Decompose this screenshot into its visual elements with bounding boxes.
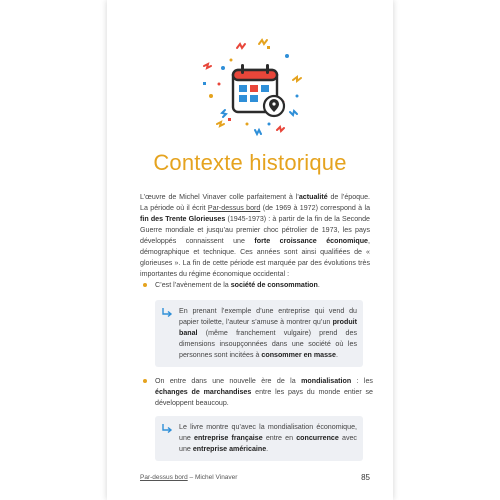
intro-text-3: (de 1969 à 1972) correspond à la <box>260 204 371 212</box>
box2-bold-concurrence: concurrence <box>296 434 339 442</box>
intro-bold-trente-glorieuses: fin des Trente Glorieuses <box>140 215 226 223</box>
calendar-illustration <box>107 0 393 150</box>
bullet1-bold: société de consommation <box>230 281 318 289</box>
box2-bold-entreprise-francaise: entreprise française <box>194 434 263 442</box>
box2-text-1: Le livre montre qu’avec la mondialisation économique, une <box>179 423 357 442</box>
box1-bold-consommer: consommer en masse <box>261 351 336 359</box>
bullet-consommation <box>143 280 373 291</box>
bullet1-text-2: . <box>317 281 320 289</box>
intro-text-2: de l’époque. La période où il écrit <box>140 193 370 212</box>
page-number: 85 <box>361 473 370 482</box>
box2-bold-entreprise-americaine: entreprise américaine <box>192 445 267 453</box>
intro-bold-croissance: forte croissance économique <box>254 237 368 245</box>
box1-bold-produit-banal: produit banal <box>179 318 357 337</box>
intro-paragraph <box>140 192 370 280</box>
box1-text-2: (même franchement vulgaire) prend des dimensions insoupçonnées dans une société où les personnes sont incitées à <box>179 329 357 359</box>
intro-text-5: , démographique et technique. Ces années sont ainsi qualifiées de « glorieuses ». La fin de cette période est marquée par des évolutions très importantes du régime économique occidental : <box>140 237 370 278</box>
bullet-dot <box>143 283 147 287</box>
footer-book-title: Par-dessus bord <box>140 474 188 481</box>
bullet-dot <box>143 379 147 383</box>
example-box-consommation <box>155 300 363 367</box>
footer-separator: – <box>187 474 195 481</box>
bullet-mondialisation <box>143 376 373 409</box>
footer-author: Michel Vinaver <box>194 474 238 481</box>
box1-text-3: . <box>335 351 338 359</box>
book-page <box>107 0 393 500</box>
bullet2-bold-echanges: échanges de marchandises <box>155 388 252 396</box>
box1-text-1: En prenant l’exemple d’une entreprise qui vend du papier toilette, l’auteur s’amuse à montrer qu’un <box>179 307 357 326</box>
page-footer <box>140 474 370 481</box>
box2-text-2: entre en <box>262 434 297 442</box>
intro-bold-actualite: actualité <box>298 193 328 201</box>
bullet2-bold-mondialisation: mondialisation <box>301 377 352 385</box>
intro-text-4: (1945-1973) : à partir de la fin de la Seconde Guerre mondiale et jusqu’au premier choc pétrolier de 1973, les pays développés connaissent une <box>140 215 370 245</box>
calendar-location-icon <box>107 0 393 150</box>
bullet1-text-1: C’est l’avènement de la <box>155 281 231 289</box>
bullet2-text-3: entre les pays du monde entier se développent beaucoup. <box>155 388 373 407</box>
box2-text-3: avec une <box>179 434 357 453</box>
return-arrow-icon <box>161 423 173 435</box>
bullet2-text-2: : les <box>351 377 373 385</box>
intro-text-1: L’œuvre de Michel Vinaver colle parfaitement à l’ <box>140 193 299 201</box>
example-box-mondialisation <box>155 416 363 461</box>
box2-text-4: . <box>266 445 269 453</box>
intro-book-title: Par-dessus bord <box>207 204 261 212</box>
bullet2-text-1: On entre dans une nouvelle ère de la <box>155 377 302 385</box>
return-arrow-icon <box>161 307 173 319</box>
section-title: Contexte historique <box>153 150 347 175</box>
